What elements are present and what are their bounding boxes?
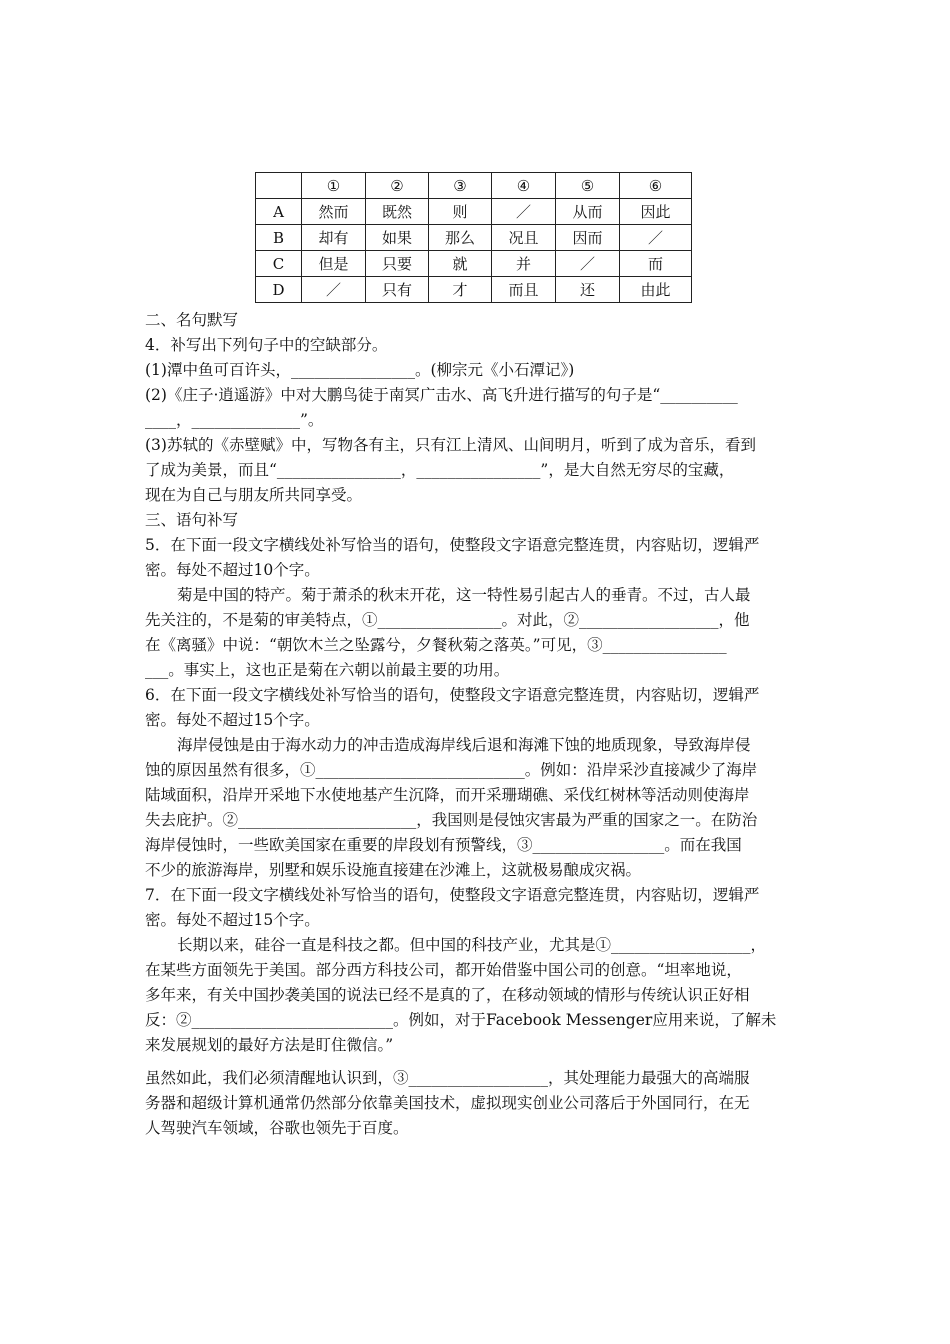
table-cell: ／ <box>620 225 692 251</box>
table-cell: 因而 <box>556 225 620 251</box>
q4-item-3: (3)苏轼的《赤壁赋》中，写物各有主，只有江上清风、山间明月，听到了成为音乐，看到 <box>145 436 756 454</box>
q6-passage-line: 失去庇护。②_______________________，我国则是侵蚀灾害最为严重的国家之一。在防治 <box>145 811 758 829</box>
table-cell: 就 <box>429 251 492 277</box>
table-row <box>256 277 692 303</box>
q6-passage-line: 海岸侵蚀时，一些欧美国家在重要的岸段划有预警线，③_________________。而在我国 <box>145 836 742 854</box>
table-cell: 并 <box>492 251 556 277</box>
question-5-prompt: 5．在下面一段文字横线处补写恰当的语句，使整段文字语意完整连贯，内容贴切，逻辑严 <box>145 536 760 554</box>
q4-item-3-cont: 现在为自己与朋友所共同享受。 <box>145 486 363 504</box>
table-header-cell: ④ <box>492 173 556 199</box>
table-cell: 因此 <box>620 199 692 225</box>
q4-item-3-cont: 了成为美景，而且“________________，________________”，是大自然无穷尽的宝藏， <box>145 461 735 479</box>
table-cell: 只有 <box>366 277 429 303</box>
table-cell: 则 <box>429 199 492 225</box>
q7-passage-line: 多年来，有关中国抄袭美国的说法已经不是真的了，在移动领域的情形与传统认识正好相 <box>145 986 750 1004</box>
table-header-cell <box>256 173 302 199</box>
table-cell: 只要 <box>366 251 429 277</box>
question-5-prompt-cont: 密。每处不超过10个字。 <box>145 561 320 579</box>
table-cell: ／ <box>492 199 556 225</box>
table-row <box>256 251 692 277</box>
table-header-cell: ⑤ <box>556 173 620 199</box>
question-6-prompt: 6．在下面一段文字横线处补写恰当的语句，使整段文字语意完整连贯，内容贴切，逻辑严 <box>145 686 760 704</box>
table-cell: 才 <box>429 277 492 303</box>
table-cell: A <box>256 199 302 225</box>
q7-passage-line: 人驾驶汽车领域，谷歌也领先于百度。 <box>145 1119 409 1137</box>
q6-passage-line: 不少的旅游海岸，别墅和娱乐设施直接建在沙滩上，这就极易酿成灾祸。 <box>145 861 642 879</box>
section-heading-completion: 三、语句补写 <box>145 511 239 529</box>
table-cell: 还 <box>556 277 620 303</box>
table-cell: 却有 <box>302 225 366 251</box>
q6-passage-line: 蚀的原因虽然有很多，①___________________________。例如：沿岸采沙直接减少了海岸 <box>145 761 758 779</box>
q5-passage-line: 在《离骚》中说：“朝饮木兰之坠露兮，夕餐秋菊之落英。”可见，③________________ <box>145 636 727 654</box>
q4-item-1: (1)潭中鱼可百许头，________________。(柳宗元《小石潭记》) <box>145 361 575 379</box>
q5-passage-line: 菊是中国的特产。菊于萧杀的秋末开花，这一特性易引起古人的垂青。不过，古人最 <box>177 586 751 604</box>
conjunction-options-table <box>255 172 692 303</box>
q5-passage-line: ___。事实上，这也正是菊在六朝以前最主要的功用。 <box>145 661 510 679</box>
question-7-prompt-cont: 密。每处不超过15个字。 <box>145 911 320 929</box>
table-header-cell: ① <box>302 173 366 199</box>
table-cell: 而且 <box>492 277 556 303</box>
q6-passage-line: 海岸侵蚀是由于海水动力的冲击造成海岸线后退和海滩下蚀的地质现象，导致海岸侵 <box>177 736 751 754</box>
table-header-cell: ⑥ <box>620 173 692 199</box>
table-cell: D <box>256 277 302 303</box>
table-cell: 从而 <box>556 199 620 225</box>
table-cell: 那么 <box>429 225 492 251</box>
question-4-prompt: 4．补写出下列句子中的空缺部分。 <box>145 336 388 354</box>
section-heading-recitation: 二、名句默写 <box>145 311 239 329</box>
q7-passage-line: 长期以来，硅谷一直是科技之都。但中国的科技产业，尤其是①__________________， <box>177 936 767 954</box>
table-cell: ／ <box>556 251 620 277</box>
table-cell: C <box>256 251 302 277</box>
q4-item-2-cont: ____，______________”。 <box>145 411 324 429</box>
table-header-cell: ② <box>366 173 429 199</box>
question-7-prompt: 7．在下面一段文字横线处补写恰当的语句，使整段文字语意完整连贯，内容贴切，逻辑严 <box>145 886 760 904</box>
q7-passage-line: 反：②__________________________。例如，对于Facebook Messenger应用来说，了解未 <box>145 1011 777 1029</box>
table-cell: B <box>256 225 302 251</box>
table-cell: 由此 <box>620 277 692 303</box>
table-cell: 然而 <box>302 199 366 225</box>
q4-item-2: (2)《庄子·逍遥游》中对大鹏鸟徒于南冥广击水、高飞升进行描写的句子是“__________ <box>145 386 738 404</box>
table-cell: 但是 <box>302 251 366 277</box>
table-row <box>256 199 692 225</box>
question-6-prompt-cont: 密。每处不超过15个字。 <box>145 711 320 729</box>
table-cell: 而 <box>620 251 692 277</box>
q7-passage-line: 虽然如此，我们必须清醒地认识到，③__________________，其处理能力最强大的高端服 <box>145 1069 750 1087</box>
q7-passage-line: 来发展规划的最好方法是盯住微信。” <box>145 1036 394 1054</box>
q5-passage-line: 先关注的，不是菊的审美特点，①________________。对此，②__________________，他 <box>145 611 750 629</box>
q6-passage-line: 陆域面积，沿岸开采地下水使地基产生沉降，而开采珊瑚礁、采伐红树林等活动则使海岸 <box>145 786 750 804</box>
table-cell: ／ <box>302 277 366 303</box>
table-cell: 如果 <box>366 225 429 251</box>
table-row <box>256 225 692 251</box>
q7-passage-line: 务器和超级计算机通常仍然部分依靠美国技术，虚拟现实创业公司落后于外国同行，在无 <box>145 1094 750 1112</box>
table-header-cell: ③ <box>429 173 492 199</box>
q7-passage-line: 在某些方面领先于美国。部分西方科技公司，都开始借鉴中国公司的创意。“坦率地说， <box>145 961 742 979</box>
table-header-row <box>256 173 692 199</box>
table-cell: 既然 <box>366 199 429 225</box>
table-cell: 况且 <box>492 225 556 251</box>
